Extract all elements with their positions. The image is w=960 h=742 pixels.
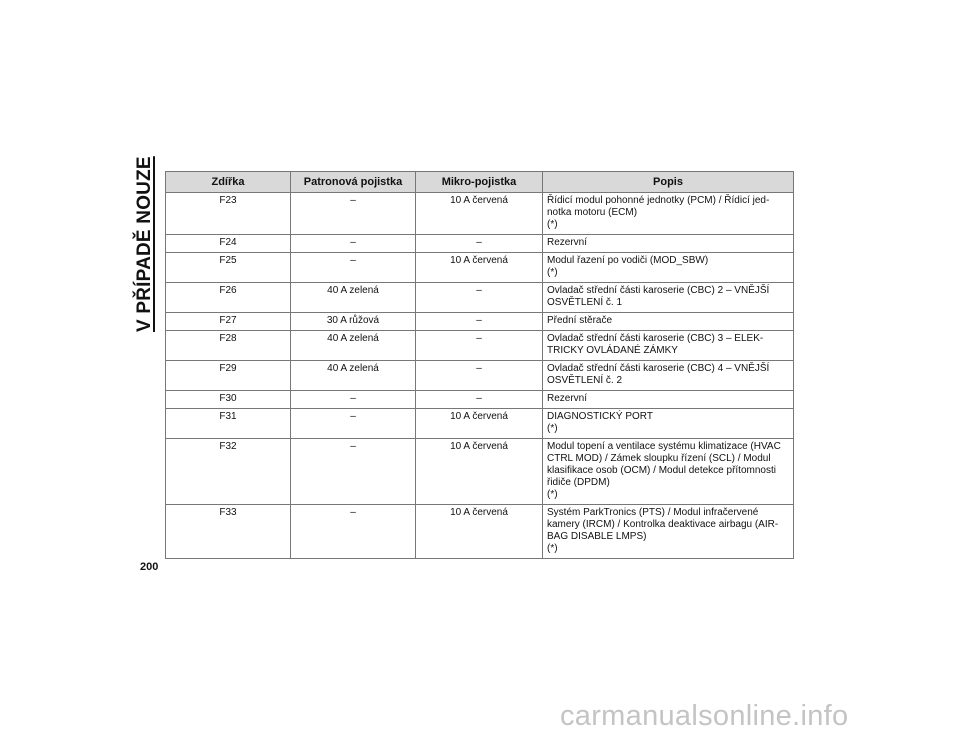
description-line: Rezervní — [547, 393, 588, 404]
cartridge-fuse-cell: – — [291, 439, 416, 505]
description-line: (*) — [547, 543, 558, 554]
description-line: TRICKY OVLÁDANÉ ZÁMKY — [547, 345, 678, 356]
section-title — [134, 156, 158, 332]
description-line: (*) — [547, 219, 558, 230]
description-line: Ovladač střední části karoserie (CBC) 3 – ELEK- — [547, 333, 764, 344]
description-line: DIAGNOSTICKÝ PORT — [547, 411, 653, 422]
slot-cell: F26 — [166, 283, 291, 313]
micro-fuse-cell: – — [416, 235, 543, 253]
micro-fuse-cell: – — [416, 283, 543, 313]
slot-cell: F32 — [166, 439, 291, 505]
slot-cell: F29 — [166, 361, 291, 391]
table-row — [166, 235, 794, 253]
description-cell — [543, 235, 794, 253]
micro-fuse-cell: 10 A červená — [416, 409, 543, 439]
cartridge-fuse-cell: 30 A růžová — [291, 313, 416, 331]
description-line: Modul řazení po vodiči (MOD_SBW) — [547, 255, 709, 266]
description-line: Ovladač střední části karoserie (CBC) 2 – VNĚJŠÍ — [547, 285, 770, 296]
header-slot: Zdířka — [166, 172, 291, 193]
page-number: 200 — [140, 561, 159, 573]
description-cell — [543, 253, 794, 283]
description-line: řidiče (DPDM) — [547, 477, 610, 488]
micro-fuse-cell: – — [416, 391, 543, 409]
description-line: Řídicí modul pohonné jednotky (PCM) / Řídicí jed- — [547, 195, 770, 206]
description-line: (*) — [547, 267, 558, 278]
slot-cell: F30 — [166, 391, 291, 409]
micro-fuse-cell: – — [416, 361, 543, 391]
table-row — [166, 313, 794, 331]
description-line: (*) — [547, 489, 558, 500]
description-cell — [543, 505, 794, 559]
description-cell — [543, 283, 794, 313]
description-cell — [543, 409, 794, 439]
cartridge-fuse-cell: 40 A zelená — [291, 331, 416, 361]
table-body — [166, 193, 794, 559]
cartridge-fuse-cell: – — [291, 193, 416, 235]
description-line: Ovladač střední části karoserie (CBC) 4 – VNĚJŠÍ — [547, 363, 770, 374]
cartridge-fuse-cell: – — [291, 253, 416, 283]
micro-fuse-cell: – — [416, 313, 543, 331]
slot-cell: F25 — [166, 253, 291, 283]
header-description: Popis — [543, 172, 794, 193]
description-line: BAG DISABLE LMPS) — [547, 531, 647, 542]
slot-cell: F23 — [166, 193, 291, 235]
description-line: Rezervní — [547, 237, 588, 248]
table-row — [166, 505, 794, 559]
micro-fuse-cell: 10 A červená — [416, 253, 543, 283]
slot-cell: F27 — [166, 313, 291, 331]
micro-fuse-cell: 10 A červená — [416, 505, 543, 559]
description-line: notka motoru (ECM) — [547, 207, 638, 218]
table-row — [166, 331, 794, 361]
cartridge-fuse-cell: – — [291, 391, 416, 409]
description-line: (*) — [547, 423, 558, 434]
description-cell — [543, 193, 794, 235]
micro-fuse-cell: 10 A červená — [416, 193, 543, 235]
slot-cell: F28 — [166, 331, 291, 361]
description-line: Modul topení a ventilace systému klimatizace (HVAC — [547, 441, 781, 452]
header-micro-fuse: Mikro-pojistka — [416, 172, 543, 193]
section-title-text: V PŘÍPADĚ NOUZE — [134, 156, 155, 332]
cartridge-fuse-cell: – — [291, 409, 416, 439]
fuse-table — [165, 171, 794, 559]
table-header-row — [166, 172, 794, 193]
slot-cell: F33 — [166, 505, 291, 559]
slot-cell: F24 — [166, 235, 291, 253]
description-line: kamery (IRCM) / Kontrolka deaktivace airbagu (AIR- — [547, 519, 779, 530]
table-row — [166, 409, 794, 439]
description-line: Systém ParkTronics (PTS) / Modul infračervené — [547, 507, 759, 518]
table-row — [166, 439, 794, 505]
table-row — [166, 361, 794, 391]
cartridge-fuse-cell: 40 A zelená — [291, 361, 416, 391]
micro-fuse-cell: – — [416, 331, 543, 361]
table-row — [166, 193, 794, 235]
description-line: OSVĚTLENÍ č. 2 — [547, 375, 623, 386]
description-line: Přední stěrače — [547, 315, 613, 326]
description-cell — [543, 361, 794, 391]
description-cell — [543, 439, 794, 505]
table-row — [166, 391, 794, 409]
description-cell — [543, 313, 794, 331]
slot-cell: F31 — [166, 409, 291, 439]
micro-fuse-cell: 10 A červená — [416, 439, 543, 505]
cartridge-fuse-cell: – — [291, 505, 416, 559]
table-row — [166, 283, 794, 313]
description-line: CTRL MOD) / Zámek sloupku řízení (SCL) / Modul — [547, 453, 771, 464]
header-cartridge-fuse: Patronová pojistka — [291, 172, 416, 193]
description-cell — [543, 391, 794, 409]
table-row — [166, 253, 794, 283]
description-line: klasifikace osob (OCM) / Modul detekce přítomnosti — [547, 465, 776, 476]
cartridge-fuse-cell: 40 A zelená — [291, 283, 416, 313]
description-line: OSVĚTLENÍ č. 1 — [547, 297, 623, 308]
description-cell — [543, 331, 794, 361]
cartridge-fuse-cell: – — [291, 235, 416, 253]
watermark: carmanualsonline.info — [560, 700, 849, 732]
